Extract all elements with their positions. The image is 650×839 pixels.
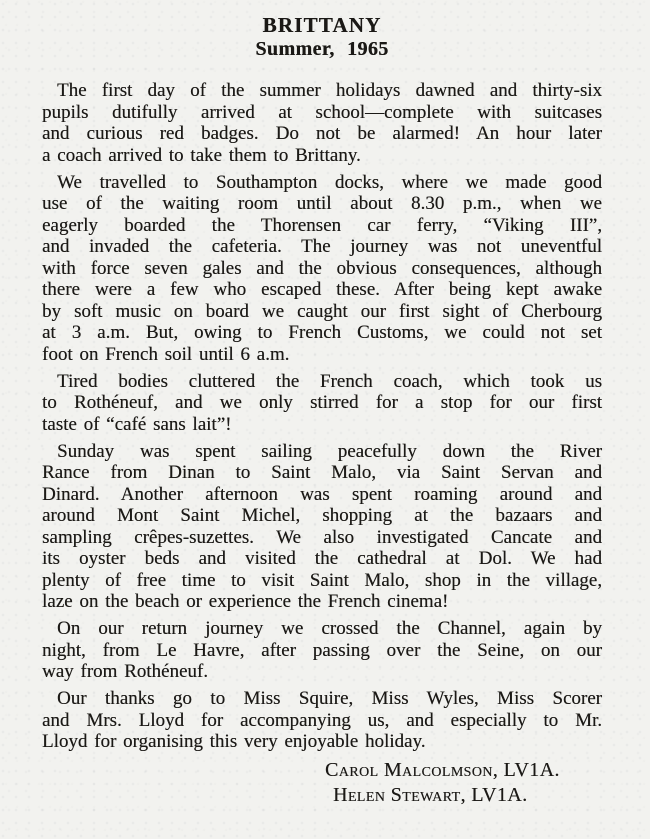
text-line: taste of “café sans lait”! [42, 413, 232, 435]
text-line: eagerly boarded the Thorensen car ferry, “Viking III”, [42, 214, 602, 236]
text-line: We travelled to Southampton docks, where we made good [57, 171, 602, 193]
text-line: at 3 a.m. But, owing to French Customs, we could not set [42, 322, 602, 343]
text-line: to Rothéneuf, and we only stirred for a stop for our first [42, 392, 602, 413]
text-line: Rance from Dinan to Saint Malo, via Saint Servan and [42, 462, 602, 483]
article-title: BRITTANY [262, 13, 382, 37]
article-body [42, 80, 602, 808]
text-line: On our return journey we crossed the Channel, again by [57, 618, 602, 639]
text-line: Our thanks go to Miss Squire, Miss Wyles, Miss Scorer [57, 688, 602, 709]
text-line: and Mrs. Lloyd for accompanying us, and especially to Mr. [42, 709, 602, 731]
text-line: by soft music on board we caught our first sight of Cherbourg [42, 300, 602, 322]
paragraph [42, 80, 602, 166]
signature-block [325, 758, 602, 808]
paragraph [42, 618, 602, 683]
text-line: and curious red badges. Do not be alarmed! An hour later [42, 123, 602, 144]
text-line: and invaded the cafeteria. The journey was not uneventful [42, 236, 602, 257]
text-line: its oyster beds and visited the cathedral at Dol. We had [42, 548, 602, 569]
text-line: Sunday was spent sailing peacefully down the River [57, 440, 602, 462]
text-line: Dinard. Another afternoon was spent roaming around and [42, 483, 602, 505]
text-line: plenty of free time to visit Saint Malo, shop in the village, [42, 569, 602, 591]
text-line: around Mont Saint Michel, shopping at the bazaars and [42, 505, 602, 526]
paragraph [42, 371, 602, 436]
signature-line: Helen Stewart, LV1A. [333, 784, 528, 806]
text-line: Tired bodies cluttered the French coach, which took us [57, 370, 602, 392]
text-line: laze on the beach or experience the French cinema! [42, 591, 449, 612]
paragraph [42, 172, 602, 366]
text-line: Lloyd for organising this very enjoyable holiday. [42, 731, 426, 752]
paragraph [42, 688, 602, 753]
text-line: foot on French soil until 6 a.m. [42, 343, 290, 365]
text-line: sampling crêpes-suzettes. We also investigated Cancate and [42, 526, 602, 548]
text-line: there were a few who escaped these. After being kept awake [42, 279, 602, 300]
text-line: night, from Le Havre, after passing over the Seine, on our [42, 639, 602, 661]
text-line: way from Rothéneuf. [42, 661, 208, 682]
text-line: pupils dutifully arrived at school—complete with suitcases [42, 101, 602, 123]
text-line: a coach arrived to take them to Brittany. [42, 144, 361, 166]
signature-line: Carol Malcolmson, LV1A. [325, 759, 560, 781]
text-column [0, 13, 650, 808]
text-line: with force seven gales and the obvious consequences, although [42, 257, 602, 279]
article-subtitle: Summer, 1965 [255, 38, 389, 60]
text-line: The first day of the summer holidays dawned and thirty-six [57, 80, 602, 101]
text-line: use of the waiting room until about 8.30 p.m., when we [42, 193, 602, 214]
paragraph [42, 441, 602, 613]
